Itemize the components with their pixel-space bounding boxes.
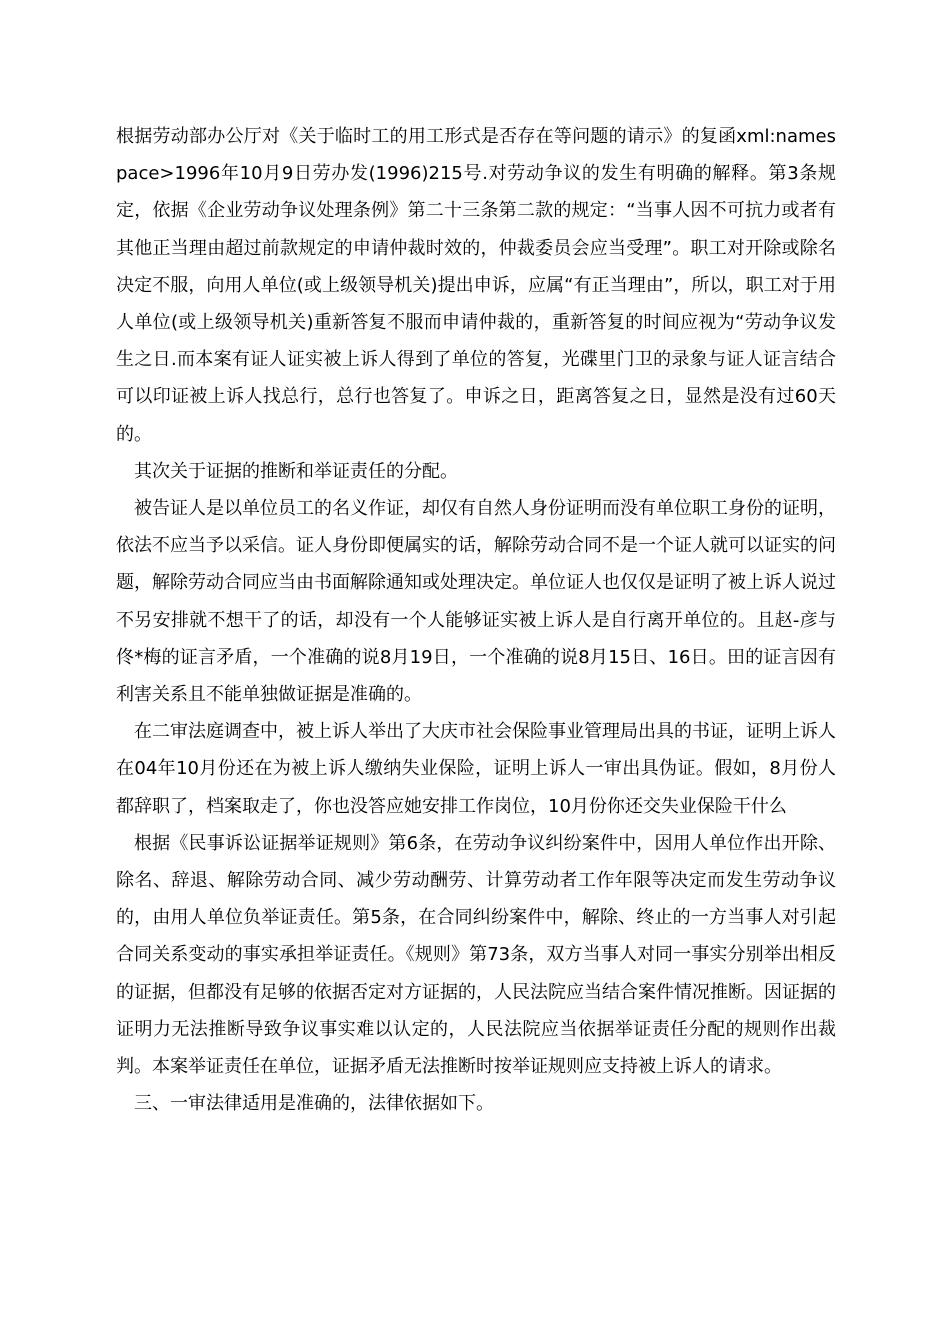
paragraph-labor-dispute-timing: 根据劳动部办公厅对《关于临时工的用工形式是否存在等问题的请示》的复函xml:namespace>1996年10月9日劳办发(1996)215号.对劳动争议的发生有明确的解释。第3条规定，依据《企业劳动争议处理条例》第二十三条第二款的规定：“当事人因不可抗力或者有其他正当理由超过前款规定的申请仲裁时效的，仲裁委员会应当受理”。职工对开除或除名决定不服，向用人单位(或上级领导机关)提出申诉，应属“有正当理由”，所以，职工对于用人单位(或上级领导机关)重新答复不服而申请仲裁的，重新答复的时间应视为“劳动争议发生之日.而本案有证人证实被上诉人得到了单位的答复，光碟里门卫的录象与证人证言结合可以印证被上诉人找总行，总行也答复了。申诉之日，距离答复之日，显然是没有过60天的。 (116, 126, 836, 445)
paragraph-evidence-heading: 其次关于证据的推断和举证责任的分配。 (134, 460, 458, 482)
document-page (116, 118, 836, 1122)
paragraph-second-instance-evidence: 在二审法庭调查中，被上诉人举出了大庆市社会保险事业管理局出具的书证，证明上诉人在04年10月份还在为被上诉人缴纳失业保险，证明上诉人一审出具伪证。假如，8月份人都辞职了，档案取走了，你也没答应她安排工作岗位，10月份你还交失业保险干什么 (116, 721, 836, 817)
paragraph-law-application-heading: 三、一审法律适用是准确的，法律依据如下。 (134, 1093, 494, 1115)
paragraph-witness-testimony: 被告证人是以单位员工的名义作证，却仅有自然人身份证明而没有单位职工身份的证明，依法不应当予以采信。证人身份即便属实的话，解除劳动合同不是一个证人就可以证实的问题，解除劳动合同应当由书面解除通知或处理决定。单位证人也仅仅是证明了被上诉人说过不另安排就不想干了的话，却没有一个人能够证实被上诉人是自行离开单位的。且赵-彦与佟*梅的证言矛盾，一个准确的说8月19日，一个准确的说8月15日、16日。田的证言因有利害关系且不能单独做证据是准确的。 (116, 498, 836, 706)
paragraph-burden-of-proof-rules: 根据《民事诉讼证据举证规则》第6条，在劳动争议纠纷案件中，因用人单位作出开除、除名、辞退、解除劳动合同、减少劳动酬劳、计算劳动者工作年限等决定而发生劳动争议的，由用人单位负举证责任。第5条，在合同纠纷案件中，解除、终止的一方当事人对引起合同关系变动的事实承担举证责任。《规则》第73条，双方当事人对同一事实分别举出相反的证据，但都没有足够的依据否定对方证据的，人民法院应当结合案件情况推断。因证据的证明力无法推断导致争议事实难以认定的，人民法院应当依据举证责任分配的规则作出裁判。本案举证责任在单位，证据矛盾无法推断时按举证规则应支持被上诉人的请求。 (116, 832, 836, 1078)
